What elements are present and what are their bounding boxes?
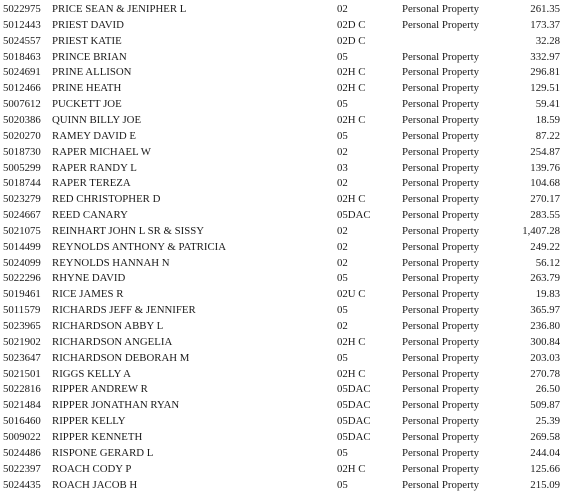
owner-name: RICE JAMES R [52,288,124,301]
property-type: Personal Property [402,335,480,348]
tax-amount: 263.79 [530,272,560,285]
owner-name: RICHARDSON ANGELIA [52,335,173,348]
property-type: Personal Property [402,399,480,412]
tax-amount: 249.22 [530,240,560,253]
tax-amount: 18.59 [535,113,560,126]
district-code: 02D C [337,18,366,31]
account-id: 5022975 [3,3,41,15]
property-type: Personal Property [402,209,480,222]
district-code: 05 [337,129,348,142]
district-code: 02H C [337,82,366,95]
district-code: 03 [337,161,348,174]
account-id: 5009022 [3,430,41,443]
account-id: 5024691 [3,66,41,79]
owner-name: QUINN BILLY JOE [52,113,142,126]
table-row [0,477,564,493]
tax-amount: 261.35 [530,3,560,15]
table-row [0,461,564,477]
district-code: 02H C [337,193,366,206]
table-row [0,191,564,207]
property-type: Personal Property [402,320,480,332]
tax-amount: 129.51 [530,82,560,95]
tax-amount: 236.80 [530,320,560,332]
table-row [0,80,564,96]
table-row [0,96,564,112]
property-type: Personal Property [402,256,480,269]
owner-name: RHYNE DAVID [52,272,126,285]
district-code: 02U C [337,288,366,301]
tax-amount: 270.78 [530,367,560,380]
account-id: 5005299 [3,161,41,174]
account-id: 5024435 [3,478,41,491]
district-code: 05DAC [337,430,371,443]
tax-amount: 254.87 [530,145,560,158]
account-id: 5022397 [3,462,41,475]
owner-name: RIGGS KELLY A [52,367,131,380]
tax-amount: 509.87 [530,399,560,412]
account-id: 5021501 [3,367,41,380]
table-row [0,64,564,80]
tax-amount: 59.41 [535,98,560,111]
table-row [0,112,564,128]
tax-amount: 300.84 [530,335,560,348]
owner-name: RICHARDSON ABBY L [52,320,164,332]
owner-name: REINHART JOHN L SR & SISSY [52,224,205,237]
owner-name: RIPPER KENNETH [52,430,143,443]
district-code: 02 [337,320,348,332]
district-code: 05DAC [337,209,371,222]
account-id: 5016460 [3,415,41,428]
district-code: 02D C [337,34,366,47]
owner-name: ROACH CODY P [52,462,132,475]
tax-amount: 269.58 [530,430,560,443]
account-id: 5021902 [3,335,41,348]
table-row [0,17,564,33]
property-type: Personal Property [402,478,480,491]
table-row [0,144,564,160]
property-type: Personal Property [402,18,480,31]
tax-amount: 32.28 [535,34,560,47]
tax-amount: 87.22 [535,129,560,142]
account-id: 5020270 [3,129,41,142]
table-row [0,207,564,223]
district-code: 02 [337,240,348,253]
account-id: 5020386 [3,113,41,126]
district-code: 02 [337,256,348,269]
tax-amount: 104.68 [530,177,560,190]
property-type: Personal Property [402,240,480,253]
table-row [0,302,564,318]
account-id: 5022816 [3,383,41,396]
table-row [0,1,564,17]
district-code: 05 [337,478,348,491]
table-row [0,318,564,334]
account-id: 5012466 [3,82,41,95]
owner-name: PRIEST KATIE [52,34,122,47]
tax-amount: 26.50 [535,383,560,396]
table-row [0,160,564,176]
tax-amount: 19.83 [535,288,560,301]
district-code: 05 [337,50,348,63]
table-row [0,413,564,429]
district-code: 02 [337,3,348,15]
property-type: Personal Property [402,113,480,126]
table-row [0,445,564,461]
account-id: 5021075 [3,224,41,237]
owner-name: RIPPER JONATHAN RYAN [52,399,180,412]
owner-name: REYNOLDS HANNAH N [52,256,170,269]
account-id: 5022296 [3,272,41,285]
tax-amount: 203.03 [530,351,560,364]
property-type: Personal Property [402,351,480,364]
table-row [0,397,564,413]
account-id: 5007612 [3,98,41,111]
tax-amount: 125.66 [530,462,560,475]
owner-name: RIPPER ANDREW R [52,383,148,396]
property-type: Personal Property [402,462,480,475]
district-code: 02H C [337,335,366,348]
owner-name: RAPER TEREZA [52,177,131,190]
owner-name: PRICE SEAN & JENIPHER L [52,3,187,15]
district-code: 05 [337,272,348,285]
district-code: 02 [337,145,348,158]
property-type: Personal Property [402,3,480,15]
owner-name: RAPER RANDY L [52,161,137,174]
property-type: Personal Property [402,367,480,380]
property-type: Personal Property [402,288,480,301]
property-type: Personal Property [402,272,480,285]
property-type: Personal Property [402,383,480,396]
district-code: 05DAC [337,415,371,428]
table-row [0,270,564,286]
owner-name: PRINE HEATH [52,82,122,95]
property-type: Personal Property [402,193,480,206]
account-id: 5018463 [3,50,41,63]
owner-name: PRINCE BRIAN [52,50,127,63]
tax-amount: 296.81 [530,66,560,79]
account-id: 5023279 [3,193,41,206]
tax-amount: 56.12 [535,256,560,269]
owner-name: PRINE ALLISON [52,66,132,79]
account-id: 5021484 [3,399,41,412]
table-row [0,334,564,350]
table-row [0,223,564,239]
tax-amount: 332.97 [530,50,560,63]
account-id: 5014499 [3,240,41,253]
property-type: Personal Property [402,446,480,459]
account-id: 5012443 [3,18,41,31]
owner-name: RICHARDSON DEBORAH M [52,351,190,364]
owner-name: REYNOLDS ANTHONY & PATRICIA [52,240,227,253]
district-code: 05 [337,304,348,317]
table-row [0,128,564,144]
owner-name: RED CHRISTOPHER D [52,193,161,206]
table-row [0,49,564,65]
account-id: 5019461 [3,288,41,301]
district-code: 02H C [337,66,366,79]
district-code: 02 [337,177,348,190]
property-type: Personal Property [402,304,480,317]
table-row [0,381,564,397]
tax-amount: 365.97 [530,304,560,317]
district-code: 05 [337,446,348,459]
district-code: 05DAC [337,399,371,412]
owner-name: ROACH JACOB H [52,478,138,491]
property-type: Personal Property [402,430,480,443]
property-type: Personal Property [402,98,480,111]
table-row [0,255,564,271]
account-id: 5024667 [3,209,41,222]
account-id: 5024557 [3,34,41,47]
account-id: 5023965 [3,320,41,332]
tax-amount: 173.37 [530,18,560,31]
property-type: Personal Property [402,224,480,237]
table-row [0,286,564,302]
property-type: Personal Property [402,161,480,174]
account-id: 5018744 [3,177,41,190]
property-type: Personal Property [402,66,480,79]
tax-amount: 25.39 [535,415,560,428]
district-code: 02H C [337,367,366,380]
tax-amount: 139.76 [530,161,560,174]
account-id: 5011579 [3,304,41,317]
account-id: 5024099 [3,256,41,269]
table-row [0,429,564,445]
table-row [0,175,564,191]
tax-amount: 270.17 [530,193,560,206]
owner-name: RISPONE GERARD L [52,446,154,459]
property-type: Personal Property [402,129,480,142]
account-id: 5023647 [3,351,41,364]
table-row [0,350,564,366]
tax-amount: 215.09 [530,478,560,491]
owner-name: RICHARDS JEFF & JENNIFER [52,304,196,317]
account-id: 5024486 [3,446,41,459]
property-type: Personal Property [402,145,480,158]
district-code: 05 [337,351,348,364]
table-row [0,239,564,255]
owner-name: REED CANARY [52,209,128,222]
district-code: 05 [337,98,348,111]
district-code: 02H C [337,113,366,126]
district-code: 05DAC [337,383,371,396]
owner-name: RAPER MICHAEL W [52,145,151,158]
owner-name: PUCKETT JOE [52,98,122,111]
property-type: Personal Property [402,82,480,95]
account-id: 5018730 [3,145,41,158]
property-type: Personal Property [402,177,480,190]
owner-name: RIPPER KELLY [52,415,126,428]
property-type: Personal Property [402,415,480,428]
district-code: 02H C [337,462,366,475]
district-code: 02 [337,224,348,237]
tax-amount: 1,407.28 [522,224,560,237]
tax-amount: 283.55 [530,209,560,222]
table-row [0,366,564,382]
property-type: Personal Property [402,50,480,63]
table-row [0,33,564,49]
tax-amount: 244.04 [530,446,560,459]
owner-name: PRIEST DAVID [52,18,124,31]
owner-name: RAMEY DAVID E [52,129,136,142]
